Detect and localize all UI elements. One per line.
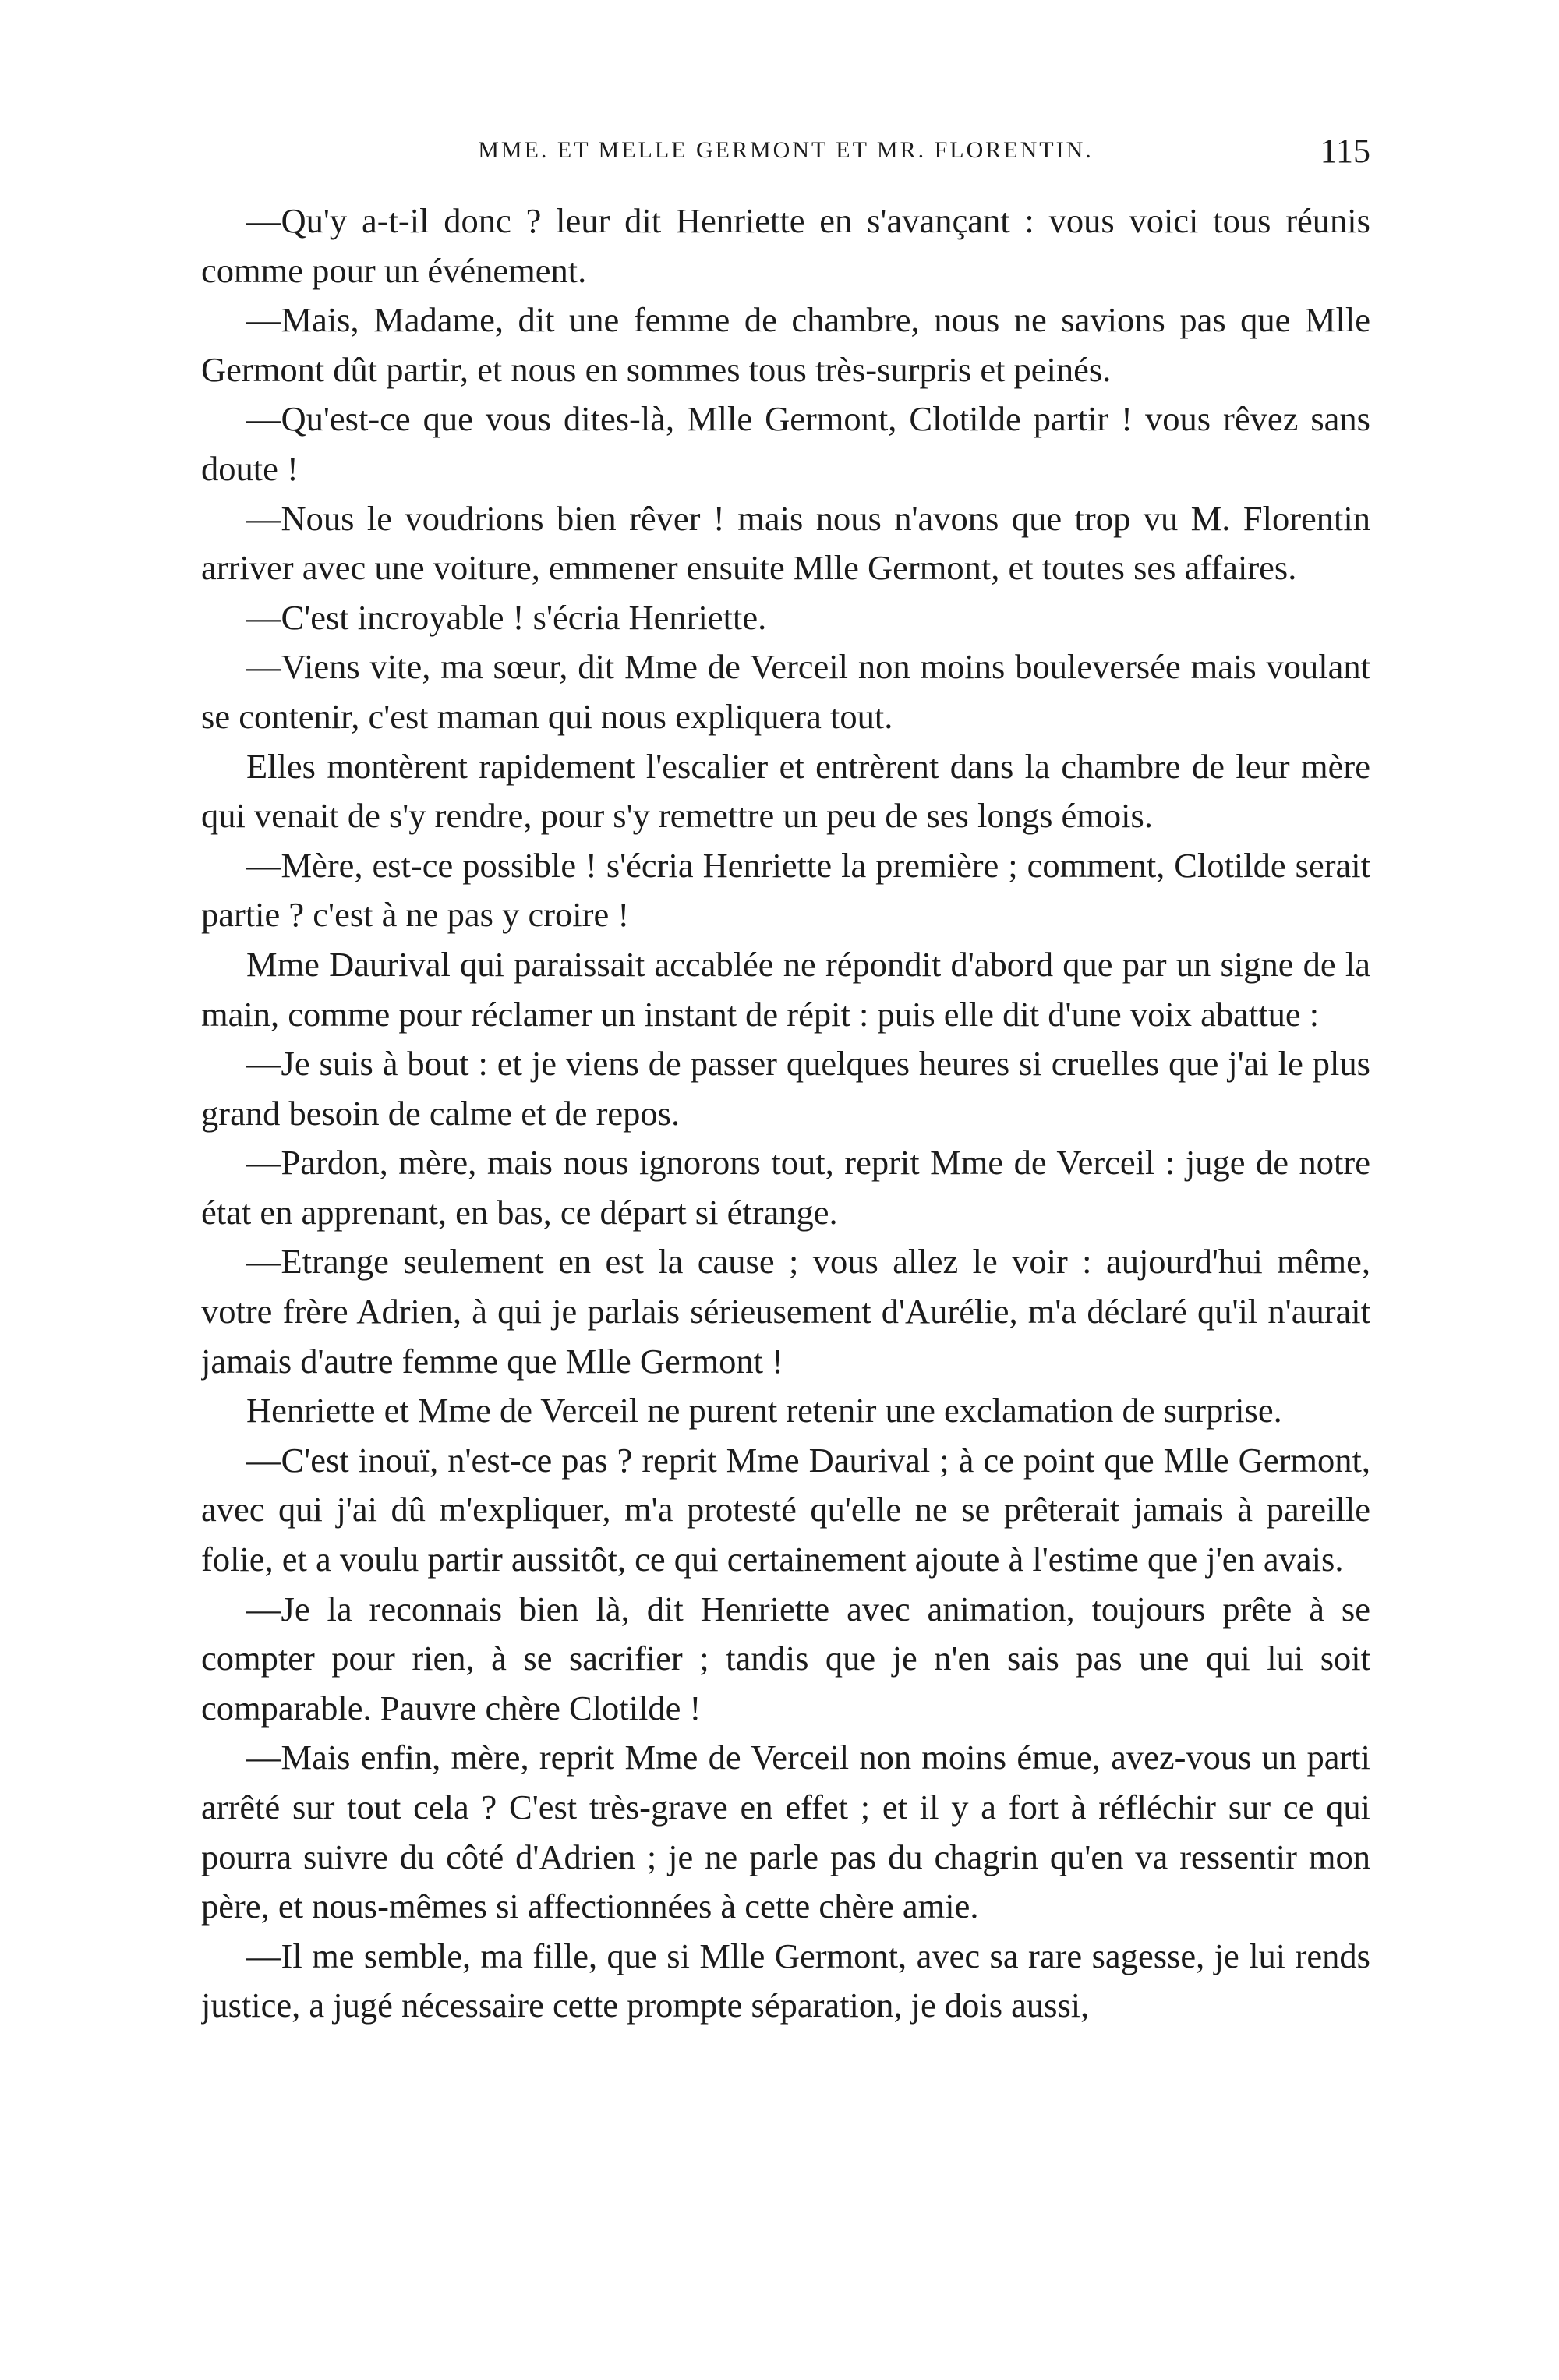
running-head <box>201 131 1370 178</box>
paragraph: Elles montèrent rapidement l'escalier et entrèrent dans la chambre de leur mère qui venait de s'y rendre, pour s'y remettre un peu de ses longs émois. <box>201 746 1370 836</box>
paragraph: —Etrange seulement en est la cause ; vous allez le voir : aujourd'hui même, votre frère Adrien, à qui je parlais sérieusement d'Aurélie, m'a déclaré qu'il n'aurait jamais d'autre femme que Mlle Germont ! <box>201 1242 1370 1381</box>
paragraph: —Viens vite, ma sœur, dit Mme de Verceil non moins bouleversée mais voulant se contenir, c'est maman qui nous expliquera tout. <box>201 647 1370 736</box>
running-title: MME. ET MELLE GERMONT ET MR. FLORENTIN. <box>478 137 1094 163</box>
paragraph: —Je la reconnais bien là, dit Henriette avec animation, toujours prête à se compter pour rien, à se sacrifier ; tandis que je n'en sais pas une qui lui soit comparable. Pauvre chère Clotilde ! <box>201 1589 1370 1728</box>
paragraph: —Pardon, mère, mais nous ignorons tout, reprit Mme de Verceil : juge de notre état en apprenant, en bas, ce départ si étrange. <box>201 1143 1370 1232</box>
paragraph: Mme Daurival qui paraissait accablée ne répondit d'abord que par un signe de la main, comme pour réclamer un instant de répit : puis elle dit d'une voix abattue : <box>201 944 1370 1034</box>
page-number: 115 <box>1320 132 1370 170</box>
paragraph: —Qu'est-ce que vous dites-là, Mlle Germont, Clotilde partir ! vous rêvez sans doute ! <box>201 399 1370 488</box>
paragraph: —Qu'y a-t-il donc ? leur dit Henriette en s'avançant : vous voici tous réunis comme pour un événement. <box>201 201 1370 290</box>
paragraph: —Mère, est-ce possible ! s'écria Henriette la première ; comment, Clotilde serait partie ? c'est à ne pas y croire ! <box>201 845 1370 935</box>
paragraph: —Il me semble, ma fille, que si Mlle Germont, avec sa rare sagesse, je lui rends justice, a jugé nécessaire cette prompte séparation, je dois aussi, <box>201 1936 1370 2025</box>
paragraph: Henriette et Mme de Verceil ne purent retenir une exclamation de surprise. <box>246 1391 1282 1430</box>
paragraph: —Mais, Madame, dit une femme de chambre, nous ne savions pas que Mlle Germont dût partir, et nous en sommes tous très-surpris et peinés. <box>201 300 1370 389</box>
paragraph: —C'est incroyable ! s'écria Henriette. <box>246 597 767 637</box>
paragraph: —Mais enfin, mère, reprit Mme de Verceil non moins émue, avez-vous un parti arrêté sur tout cela ? C'est très-grave en effet ; et il y a fort à réfléchir sur ce qui pourra suivre du côté d'Adrien ; je ne parle pas du chagrin qu'en va ressentir mon père, et nous-mêmes si affectionnées à cette chère amie. <box>201 1738 1370 1926</box>
paragraph: —Nous le voudrions bien rêver ! mais nous n'avons que trop vu M. Florentin arriver avec une voiture, emmener ensuite Mlle Germont, et toutes ses affaires. <box>201 498 1370 588</box>
paragraph: —C'est inouï, n'est-ce pas ? reprit Mme Daurival ; à ce point que Mlle Germont, avec qui j'ai dû m'expliquer, m'a protesté qu'elle ne se prêterait jamais à pareille folie, et a voulu partir aussitôt, ce qui certainement ajoute à l'estime que j'en avais. <box>201 1440 1370 1579</box>
paragraph: —Je suis à bout : et je viens de passer quelques heures si cruelles que j'ai le plus grand besoin de calme et de repos. <box>201 1044 1370 1133</box>
body-text <box>201 196 1370 2301</box>
